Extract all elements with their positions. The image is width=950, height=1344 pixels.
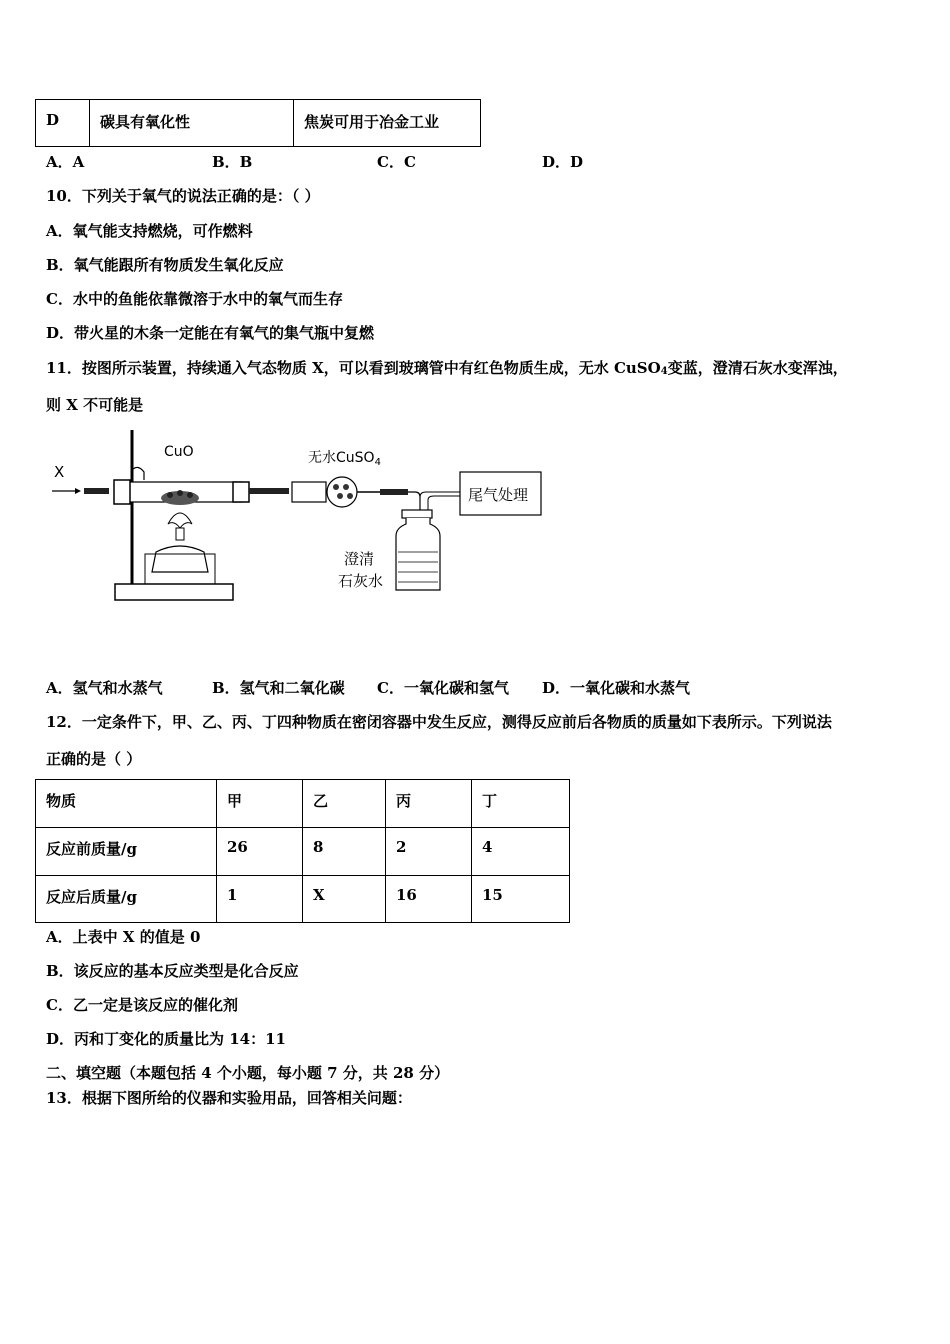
q11-option-d: D．一氧化碳和水蒸气 xyxy=(542,679,691,697)
bottle-stopper xyxy=(402,510,432,518)
cuso4-label-sub: 4 xyxy=(374,457,381,468)
q12-stem-line2: 正确的是（ ） xyxy=(46,750,142,768)
table-header-cell: 丙 xyxy=(386,780,472,828)
q10-option-a: A．氧气能支持燃烧，可作燃料 xyxy=(46,222,253,240)
clamp xyxy=(132,467,144,480)
q12-stem-line1: 12．一定条件下，甲、乙、丙、丁四种物质在密闭容器中发生反应，测得反应前后各物质的质量如下表所示。下列说法 xyxy=(46,713,832,731)
lamp-wick xyxy=(176,528,184,540)
table-header-cell: 物质 xyxy=(36,780,217,828)
table-cell: 反应后质量/g xyxy=(36,876,217,923)
q9-option-b: B．B xyxy=(212,153,253,171)
q11-stem-sub: 4 xyxy=(660,366,668,377)
table-cell: 焦炭可用于冶金工业 xyxy=(294,100,481,147)
q11-stem-line2: 则 X 不可能是 xyxy=(46,396,144,414)
q12-option-d: D．丙和丁变化的质量比为 14：11 xyxy=(46,1030,286,1048)
q11-option-c: C．一氧化碳和氢气 xyxy=(377,679,509,697)
q10-option-d: D．带火星的木条一定能在有氧气的集气瓶中复燃 xyxy=(46,324,375,342)
table-cell: 15 xyxy=(472,876,570,923)
inlet-tube xyxy=(84,488,109,494)
apparatus-figure xyxy=(40,424,560,609)
table-row xyxy=(36,780,570,828)
limewater-label-2: 石灰水 xyxy=(338,572,384,590)
table-cell: 反应前质量/g xyxy=(36,828,217,876)
q12-option-a: A．上表中 X 的值是 0 xyxy=(46,928,201,946)
cuso4-granule xyxy=(333,484,339,490)
q12-table xyxy=(35,779,570,923)
drying-bulb xyxy=(327,477,357,507)
tail-gas-label: 尾气处理 xyxy=(468,486,529,504)
table-row xyxy=(36,100,481,147)
outlet-tube xyxy=(380,489,408,495)
q10-option-b: B．氧气能跟所有物质发生氧化反应 xyxy=(46,256,284,274)
stopper-right xyxy=(233,482,249,502)
q12-option-c: C．乙一定是该反应的催化剂 xyxy=(46,996,238,1014)
stand-base xyxy=(115,584,233,600)
q11-stem xyxy=(46,357,848,378)
cuo-label: CuO xyxy=(164,444,194,460)
top-table xyxy=(35,99,481,147)
q10-option-c: C．水中的鱼能依靠微溶于水中的氧气而生存 xyxy=(46,290,343,308)
q13-stem: 13．根据下图所给的仪器和实验用品，回答相关问题： xyxy=(46,1089,412,1107)
bottle-outlet xyxy=(428,496,460,514)
cuso4-label-text: 无水CuSO xyxy=(308,450,375,466)
flame xyxy=(168,513,192,528)
table-cell: 2 xyxy=(386,828,472,876)
q11-option-a: A．氢气和水蒸气 xyxy=(46,679,163,697)
table-row xyxy=(36,876,570,923)
table-cell: 1 xyxy=(217,876,303,923)
table-header-cell: 甲 xyxy=(217,780,303,828)
stopper-left xyxy=(114,480,130,504)
table-cell: 4 xyxy=(472,828,570,876)
cuo-grain xyxy=(167,492,173,498)
table-header-cell: 乙 xyxy=(303,780,386,828)
q11-stem-part1: 11．按图所示装置，持续通入气态物质 X，可以看到玻璃管中有红色物质生成，无水 CuSO xyxy=(46,359,661,377)
table-cell: D xyxy=(36,100,90,147)
cuso4-granule xyxy=(343,484,349,490)
cuo-grain xyxy=(187,492,193,498)
section-title: 二、填空题（本题包括 4 个小题，每小题 7 分，共 28 分） xyxy=(46,1064,450,1082)
q12-option-b: B．该反应的基本反应类型是化合反应 xyxy=(46,962,299,980)
cuso4-label xyxy=(308,449,381,468)
table-cell: 8 xyxy=(303,828,386,876)
table-cell: 26 xyxy=(217,828,303,876)
q11-stem-part2: 变蓝，澄清石灰水变浑浊， xyxy=(667,359,848,377)
cuso4-granule xyxy=(337,493,343,499)
table-cell: 16 xyxy=(386,876,472,923)
cuso4-granule xyxy=(347,493,353,499)
drying-tube xyxy=(292,482,326,502)
cuo-grain xyxy=(177,490,183,496)
q9-option-c: C．C xyxy=(377,153,416,171)
alcohol-lamp xyxy=(152,546,208,572)
x-label: X xyxy=(54,463,65,481)
q9-option-a: A．A xyxy=(46,153,85,171)
q9-option-d: D．D xyxy=(542,153,584,171)
q10-stem: 10．下列关于氧气的说法正确的是：（ ） xyxy=(46,187,320,205)
connector-tube xyxy=(249,488,289,494)
bottle xyxy=(396,518,440,590)
table-row xyxy=(36,828,570,876)
table-header-cell: 丁 xyxy=(472,780,570,828)
q11-option-b: B．氢气和二氧化碳 xyxy=(212,679,345,697)
limewater-label-1: 澄清 xyxy=(344,550,375,568)
table-cell: X xyxy=(303,876,386,923)
x-arrowhead xyxy=(75,488,81,494)
table-cell: 碳具有氧化性 xyxy=(90,100,294,147)
